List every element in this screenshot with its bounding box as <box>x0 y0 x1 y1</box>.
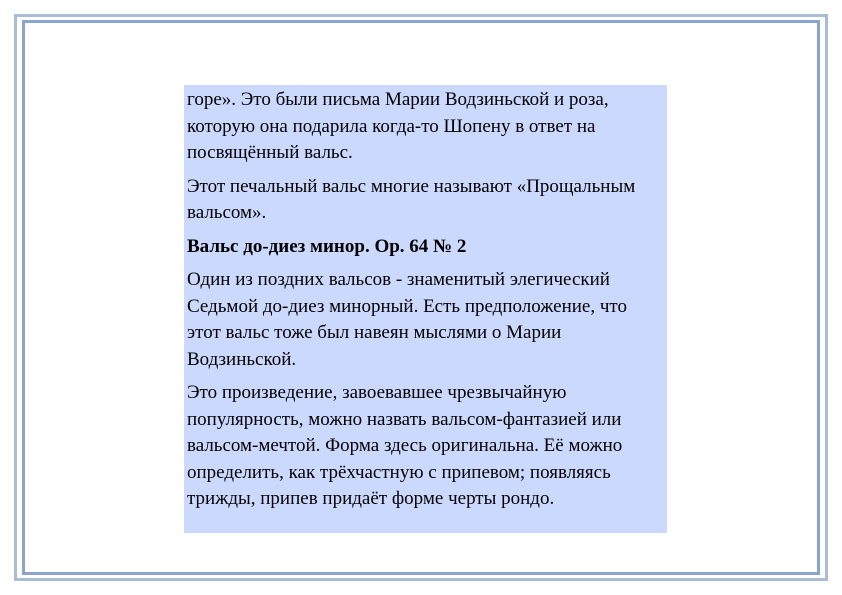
paragraph-4: Это произведение, завоевавшее чрезвычайную популярность, можно назвать вальсом-фантазией или вальсом-мечтой. Форма здесь оригинальна. Её можно определить, как трёхчастную с припевом; появляясь трижды, припев придаёт форме черты рондо. <box>187 382 623 509</box>
section-heading: Вальс до-диез минор. Ор. 64 № 2 <box>187 235 467 257</box>
paragraph-2: Этот печальный вальс многие называют «Прощальным вальсом». <box>187 175 636 223</box>
paragraph-1: горе». Это были письма Марии Водзиньской и роза, которую она подарила когда-то Шопену в ответ на посвящённый вальс. <box>187 89 609 163</box>
paragraph-3: Один из поздних вальсов - знаменитый элегический Седьмой до-диез минорный. Есть предположение, что этот вальс тоже был навеян мыслями о Марии Водзиньской. <box>187 269 627 370</box>
text-block <box>184 85 667 533</box>
